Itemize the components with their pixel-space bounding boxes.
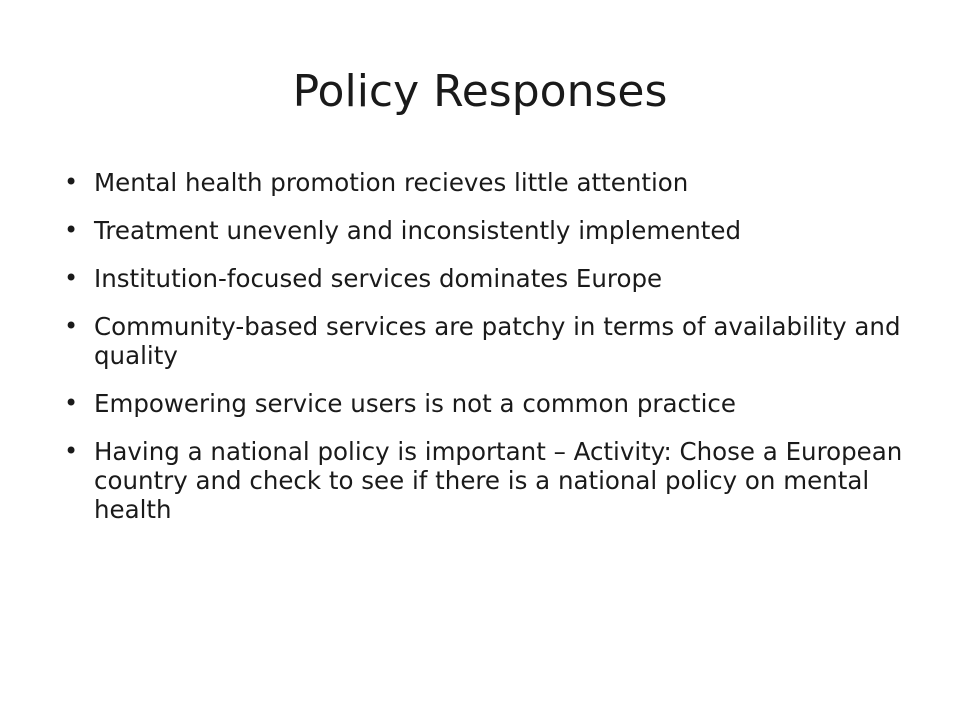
bullet-text: Treatment unevenly and inconsistently implemented [94,216,742,245]
bullet-dot-icon: • [64,437,79,465]
list-item [64,389,920,418]
list-item [64,312,920,370]
bullet-dot-icon: • [64,389,79,417]
list-item [64,216,920,245]
bullet-text: Having a national policy is important – Activity: Chose a European country and check to see if there is a national policy on mental health [94,437,903,524]
list-item [64,437,920,524]
bullet-dot-icon: • [64,312,79,340]
bullet-text: Institution-focused services dominates Europe [94,264,663,293]
list-item [64,168,920,197]
bullet-text: Empowering service users is not a common practice [94,389,736,418]
list-item [64,264,920,293]
bullet-dot-icon: • [64,168,79,196]
bullet-text: Community-based services are patchy in terms of availability and quality [94,312,901,370]
slide-title: Policy Responses [292,66,668,117]
bullet-dot-icon: • [64,264,79,292]
bullet-text: Mental health promotion recieves little attention [94,168,689,197]
bullet-list [64,168,920,543]
bullet-dot-icon: • [64,216,79,244]
